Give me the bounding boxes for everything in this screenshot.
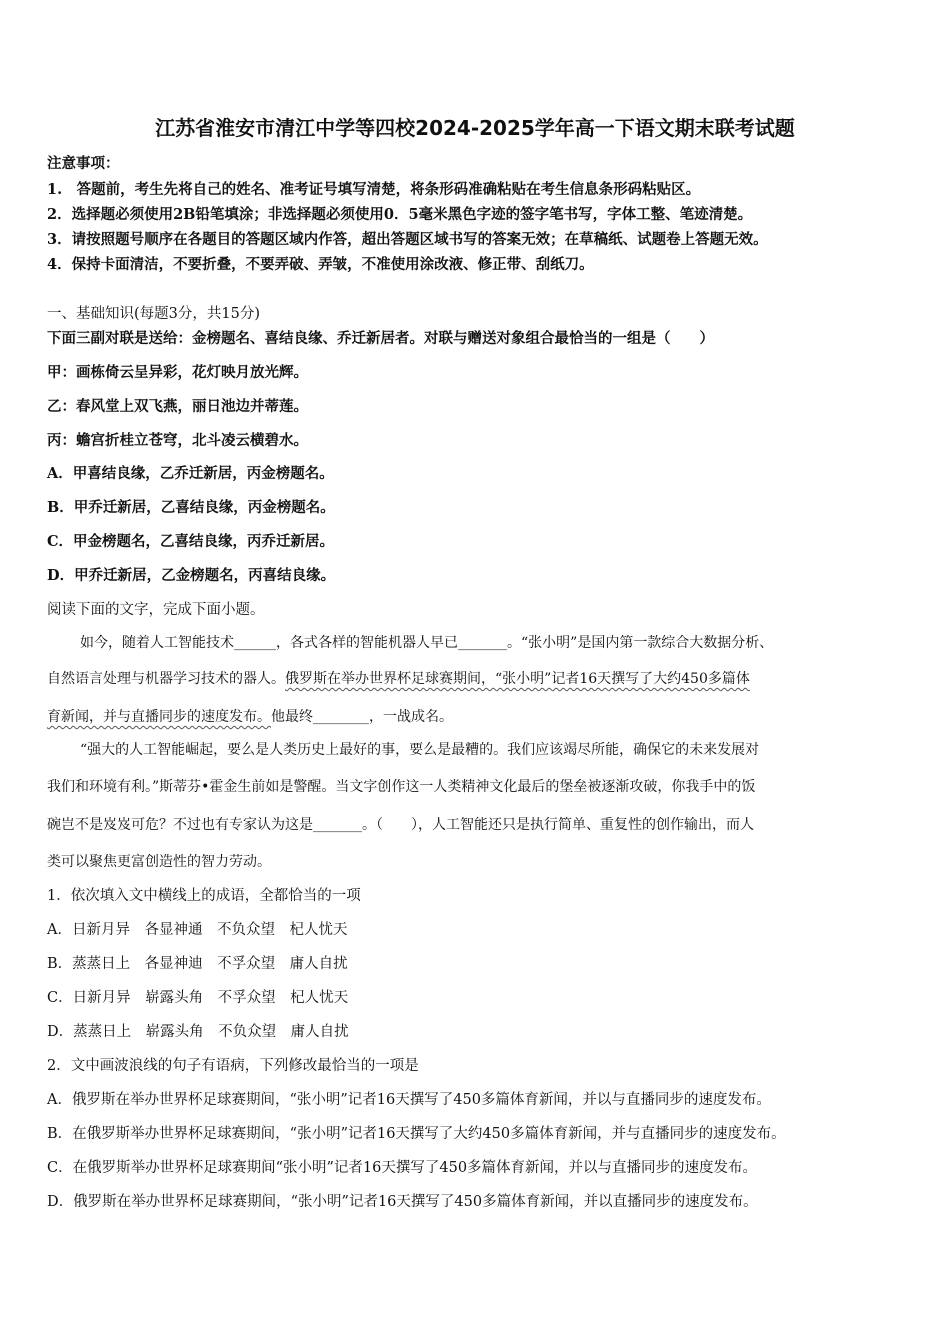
passage-p2-line3: 碗岂不是岌岌可危？不过也有专家认为这是_______。（ ），人工智能还只是执行简单、重复性的创作输出，而人 [47,817,754,833]
q2-option-a: A．俄罗斯在举办世界杯足球赛期间，“张小明”记者16天撰写了450多篇体育新闻，并以与直播同步的速度发布。 [47,1092,771,1108]
passage-p1-line2-plain: 自然语言处理与机器学习技术的器人。 [47,671,285,687]
passage-p2-line4: 类可以聚焦更富创造性的智力劳动。 [47,854,271,870]
q1-option-d: D．蒸蒸日上 崭露头角 不负众望 庸人自扰 [47,1024,349,1040]
page-title: 江苏省淮安市清江中学等四校2024-2025学年高一下语文期末联考试题 [155,116,795,140]
notice-item-1: 1. 答题前，考生先将自己的姓名、准考证号填写清楚，将条形码准确粘贴在考生信息条形码粘贴区。 [47,181,701,198]
passage-p2-line1: “强大的人工智能崛起，要么是人类历史上最好的事，要么是最糟的。我们应该竭尽所能，确保它的未来发展对 [80,742,760,758]
q1-option-b: B．蒸蒸日上 各显神迪 不孚众望 庸人自扰 [47,956,348,972]
q2-stem: 2．文中画波浪线的句子有语病，下列修改最恰当的一项是 [47,1058,419,1074]
passage-p1-line3-plain: 他最终________，一战成名。 [271,709,453,725]
wavy-underlined-sentence-part2: 育新闻，并与直播同步的速度发布。 [47,709,271,725]
section1-option-c: C．甲金榜题名，乙喜结良缘，丙乔迁新居。 [47,533,335,550]
section1-option-d: D．甲乔迁新居，乙金榜题名，丙喜结良缘。 [47,567,336,584]
q2-option-d: D．俄罗斯在举办世界杯足球赛期间，“张小明”记者16天撰写了450多篇体育新闻，并以直播同步的速度发布。 [47,1194,758,1210]
notice-item-4: 4．保持卡面清洁，不要折叠，不要弄破、弄皱，不准使用涂改液、修正带、刮纸刀。 [47,256,594,273]
wavy-underlined-sentence-part1: 俄罗斯在举办世界杯足球赛期间，“张小明”记者16天撰写了大约450多篇体 [285,671,750,687]
passage-p1-line1: 如今，随着人工智能技术______，各式各样的智能机器人早已_______。“张小明”是国内第一款综合大数据分析、 [80,635,774,651]
passage-p1-line2 [47,668,750,688]
section1-question: 下面三副对联是送给：金榜题名、喜结良缘、乔迁新居者。对联与赠送对象组合最恰当的一组是（ ） [47,330,714,347]
passage-p1-line3 [47,706,453,726]
couplet-jia: 甲：画栋倚云呈异彩，花灯映月放光辉。 [47,364,308,381]
q2-option-b: B．在俄罗斯举办世界杯足球赛期间，“张小明”记者16天撰写了大约450多篇体育新闻，并与直播同步的速度发布。 [47,1126,786,1142]
q1-stem: 1．依次填入文中横线上的成语，全都恰当的一项 [47,888,361,904]
q1-option-c: C．日新月异 崭露头角 不孚众望 杞人忧天 [47,990,349,1006]
passage-p2-line2: 我们和环境有利。”斯蒂芬•霍金生前如是警醒。当文字创作这一人类精神文化最后的堡垒被逐渐攻破，你我手中的饭 [47,779,756,795]
section1-option-b: B．甲乔迁新居，乙喜结良缘，丙金榜题名。 [47,499,335,516]
notice-item-3: 3．请按照题号顺序在各题目的答题区域内作答，超出答题区域书写的答案无效；在草稿纸、试题卷上答题无效。 [47,231,768,248]
q2-option-c: C．在俄罗斯举办世界杯足球赛期间“张小明”记者16天撰写了450多篇体育新闻，并以与直播同步的速度发布。 [47,1160,758,1176]
notice-heading: 注意事项： [47,155,120,172]
couplet-yi: 乙：春风堂上双飞燕，丽日池边并蒂莲。 [47,398,308,415]
section1-heading: 一、基础知识(每题3分，共15分) [47,306,260,322]
section1-option-a: A．甲喜结良缘，乙乔迁新居，丙金榜题名。 [47,465,334,482]
reading-intro: 阅读下面的文字，完成下面小题。 [47,602,265,618]
couplet-bing: 丙：蟾宫折桂立苍穹，北斗凌云横碧水。 [47,432,308,449]
notice-item-2: 2．选择题必须使用2B铅笔填涂；非选择题必须使用0．5毫米黑色字迹的签字笔书写，字体工整、笔迹清楚。 [47,206,753,223]
q1-option-a: A．日新月异 各显神通 不负众望 杞人忧天 [47,922,348,938]
